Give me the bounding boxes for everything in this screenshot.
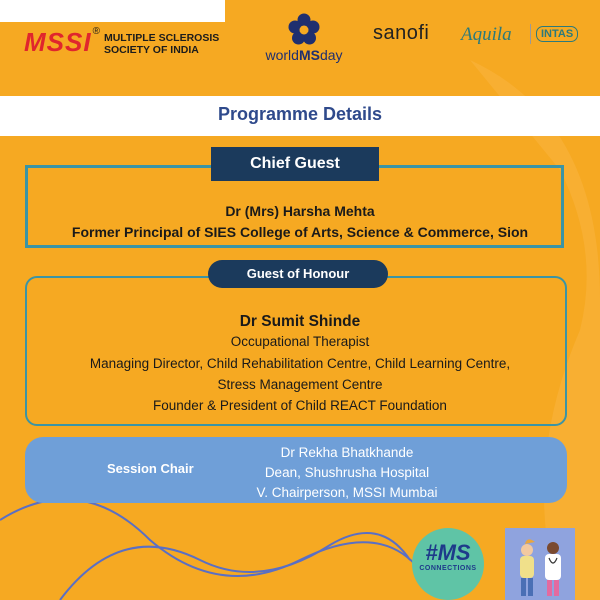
logo-divider (530, 24, 531, 44)
chief-guest-heading: Chief Guest (211, 147, 379, 181)
guest-of-honour-heading: Guest of Honour (208, 260, 388, 288)
mssi-full-name (104, 32, 224, 56)
guest-of-honour-name: Dr Sumit Shinde (239, 313, 361, 330)
ms-connections-badge (412, 528, 484, 600)
guest-of-honour-line: Stress Management Centre (217, 377, 383, 392)
ms-connections-subtitle: CONNECTIONS (419, 565, 477, 572)
session-chair-line: V. Chairperson, MSSI Mumbai (256, 485, 438, 500)
aquila-logo: Aquila (461, 24, 512, 45)
mssi-full-line2: SOCIETY OF INDIA (103, 44, 199, 56)
sanofi-logo: sanofi (373, 22, 430, 44)
world-ms-day-flower-icon (287, 12, 321, 46)
session-chair-line: Dean, Shushrusha Hospital (264, 465, 430, 480)
mssi-acronym: MSSI (24, 27, 92, 57)
programme-title: Programme Details (217, 104, 383, 124)
session-chair-label: Session Chair (107, 461, 194, 476)
mssi-full-line1: MULTIPLE SCLEROSIS (103, 32, 220, 44)
guest-of-honour-line: Occupational Therapist (230, 334, 370, 349)
chief-guest-role: Former Principal of SIES College of Arts, Science & Commerce, Sion (71, 224, 529, 240)
world-ms-day-logo (258, 12, 350, 63)
world-ms-day-wordmark: worldMSday (265, 47, 343, 63)
intas-logo: INTAS (536, 26, 578, 42)
registered-mark: ® (92, 26, 100, 37)
guest-of-honour-line: Founder & President of Child REACT Foundation (153, 398, 447, 413)
chief-guest-name: Dr (Mrs) Harsha Mehta (225, 203, 375, 219)
mssi-logo (24, 28, 224, 56)
guest-of-honour-line: Managing Director, Child Rehabilitation Centre, Child Learning Centre, (89, 356, 511, 371)
ms-connections-hashtag: #MS (425, 540, 471, 565)
session-chair-line: Dr Rekha Bhatkhande (280, 445, 414, 460)
people-illustration (505, 528, 575, 600)
